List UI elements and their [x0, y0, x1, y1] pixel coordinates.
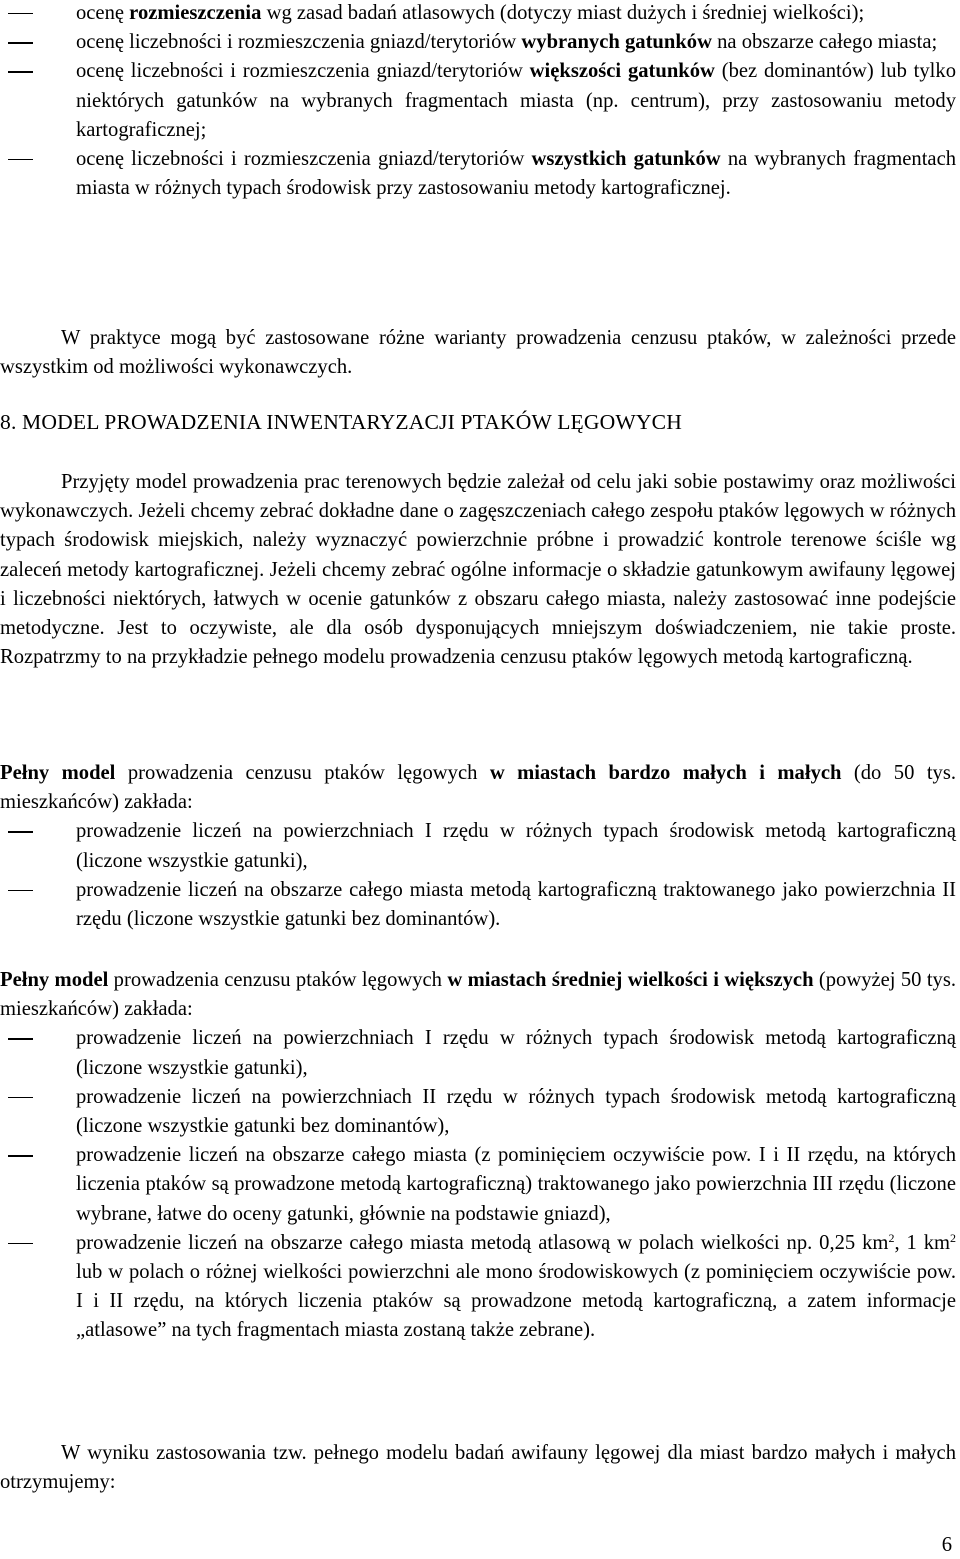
dash-bullet-icon	[8, 1038, 33, 1039]
result-paragraph-block	[0, 1439, 956, 1497]
list-item-text: ocenę liczebności i rozmieszczenia gniazd/terytoriów	[76, 60, 530, 83]
list-item-text: ocenę	[76, 2, 130, 24]
intro-emphasis: Pełny model	[0, 969, 109, 991]
dash-bullet-icon	[8, 1097, 33, 1098]
small-cities-model-block	[0, 759, 956, 934]
list-item-text: prowadzenie liczeń na obszarze całego miasta (z pominięciem oczywiście pow. I i II rzędu, na których liczenia ptaków są prowadzone metodą kartograficzną) traktowanego jako powierzchnia III rzędu (liczone wybrane, łatwe do oceny gatunki, głównie na podstawie gniazd),	[76, 1144, 956, 1225]
large-cities-intro	[0, 966, 956, 1024]
model-paragraph: Przyjęty model prowadzenia prac terenowych będzie zależał od celu jaki sobie postawimy oraz możliwości wykonawczych. Jeżeli chcemy zebrać dokładne dane o zagęszczeniach całego zespołu ptaków lęgowych w różnych typach środowisk miejskich, należy wyznaczyć powierzchnie próbne i prowadzić kontrole terenowe ściśle wg zaleceń metody kartograficznej. Jeżeli chcemy zebrać ogólne informacje o składzie gatunkowym awifauny lęgowej i liczebności niektórych, łatwych w ocenie gatunków z obszaru całego miasta, należy zastosować inne podejście metodyczne. Jest to oczywiste, ale dla osób dysponujących mniejszym doświadczeniem, nie takie proste. Rozpatrzmy to na przykładzie pełnego modelu prowadzenia cenzusu ptaków lęgowych metodą kartograficzną.	[0, 471, 956, 669]
dash-bullet-icon	[8, 159, 33, 160]
superscript: 2	[888, 1230, 895, 1245]
large-cities-list	[0, 1024, 956, 1345]
intro-text: prowadzenia cenzusu ptaków lęgowych	[115, 762, 490, 784]
list-item	[0, 0, 956, 28]
list-item-text: prowadzenie liczeń na powierzchniach I rzędu w różnych typach środowisk metodą kartograficzną (liczone wszystkie gatunki),	[76, 820, 956, 872]
list-item	[0, 1083, 956, 1141]
dash-bullet-icon	[8, 13, 33, 14]
list-item	[0, 145, 956, 203]
list-item	[0, 1141, 956, 1229]
practice-paragraph: W praktyce mogą być zastosowane różne warianty prowadzenia cenzusu ptaków, w zależności przede wszystkim od możliwości wykonawczych.	[0, 327, 956, 379]
intro-text: prowadzenia cenzusu ptaków lęgowych	[108, 969, 448, 991]
result-paragraph: W wyniku zastosowania tzw. pełnego modelu badań awifauny lęgowej dla miast bardzo małych i małych otrzymujemy:	[0, 1442, 956, 1494]
list-item-text: , 1 km	[894, 1231, 951, 1254]
list-item	[0, 1024, 956, 1082]
dash-bullet-icon	[8, 1243, 33, 1244]
list-item-text: prowadzenie liczeń na powierzchniach II rzędu w różnych typach środowisk metodą kartograficzną (liczone wszystkie gatunki bez dominantów),	[76, 1085, 956, 1138]
dash-bullet-icon	[8, 42, 33, 43]
dash-bullet-icon	[8, 831, 33, 832]
intro-text: (powyżej 50 tys. mieszkańców) zakłada:	[0, 969, 957, 1021]
model-paragraph-block	[0, 468, 956, 672]
intro-text: (do 50 tys. mieszkańców) zakłada:	[0, 762, 957, 814]
list-item-text: lub w polach o różnej wielkości powierzchni ale mono środowiskowych (z pominięciem oczywiście pow. I i II rzędu, na których liczenia ptaków są prowadzone metodą kartograficzną, a zatem informacje „atlasowe” na tych fragmentach miasta zostaną także zebrane).	[76, 1261, 956, 1342]
list-item-text: ocenę liczebności i rozmieszczenia gniazd/terytoriów	[76, 31, 522, 54]
census-scope-list-block	[0, 0, 956, 203]
census-scope-list	[0, 0, 956, 203]
small-cities-list	[0, 817, 956, 934]
list-item-text: (bez dominantów) lub tylko niektórych gatunków na wybranych fragmentach miasta (np. centrum), przy zastosowaniu metody kartograficznej;	[76, 60, 957, 141]
list-item-text: ocenę liczebności i rozmieszczenia gniazd/terytoriów	[76, 148, 532, 171]
practice-paragraph-block	[0, 324, 956, 382]
list-item-emphasis: rozmieszczenia	[129, 2, 262, 24]
list-item	[0, 57, 956, 145]
superscript: 2	[950, 1230, 957, 1245]
list-item	[0, 28, 956, 57]
intro-emphasis: Pełny model	[0, 762, 116, 784]
list-item	[0, 876, 956, 934]
list-item-text: na obszarze całego miasta;	[711, 31, 938, 54]
list-item-text: na wybranych fragmentach miasta w różnych typach środowisk przy zastosowaniu metody kartograficznej.	[76, 148, 957, 200]
dash-bullet-icon	[8, 71, 33, 72]
dash-bullet-icon	[8, 1155, 33, 1156]
list-item-text: prowadzenie liczeń na obszarze całego miasta metodą kartograficzną traktowanego jako powierzchnia II rzędu (liczone wszystkie gatunki bez dominantów).	[76, 878, 956, 931]
small-cities-intro	[0, 759, 956, 817]
intro-emphasis: w miastach średniej wielkości i większych	[447, 969, 814, 991]
intro-emphasis: w miastach bardzo małych i małych	[489, 762, 842, 784]
list-item-text: prowadzenie liczeń na powierzchniach I rzędu w różnych typach środowisk metodą kartograficzną (liczone wszystkie gatunki),	[76, 1027, 956, 1079]
dash-bullet-icon	[8, 890, 33, 891]
list-item-text: wg zasad badań atlasowych (dotyczy miast dużych i średniej wielkości);	[261, 2, 865, 24]
list-item-emphasis: wybranych gatunków	[521, 31, 712, 54]
list-item	[0, 817, 956, 875]
list-item-emphasis: większości gatunków	[529, 60, 715, 83]
section-heading: 8. MODEL PROWADZENIA INWENTARYZACJI PTAKÓW LĘGOWYCH	[0, 410, 682, 434]
large-cities-model-block	[0, 966, 956, 1346]
list-item-text: prowadzenie liczeń na obszarze całego miasta metodą atlasową w polach wielkości np. 0,25 km	[76, 1231, 889, 1254]
list-item-emphasis: wszystkich gatunków	[531, 148, 721, 171]
list-item	[0, 1229, 956, 1346]
page-number: 6	[941, 1534, 952, 1556]
section-heading-block	[0, 408, 956, 437]
